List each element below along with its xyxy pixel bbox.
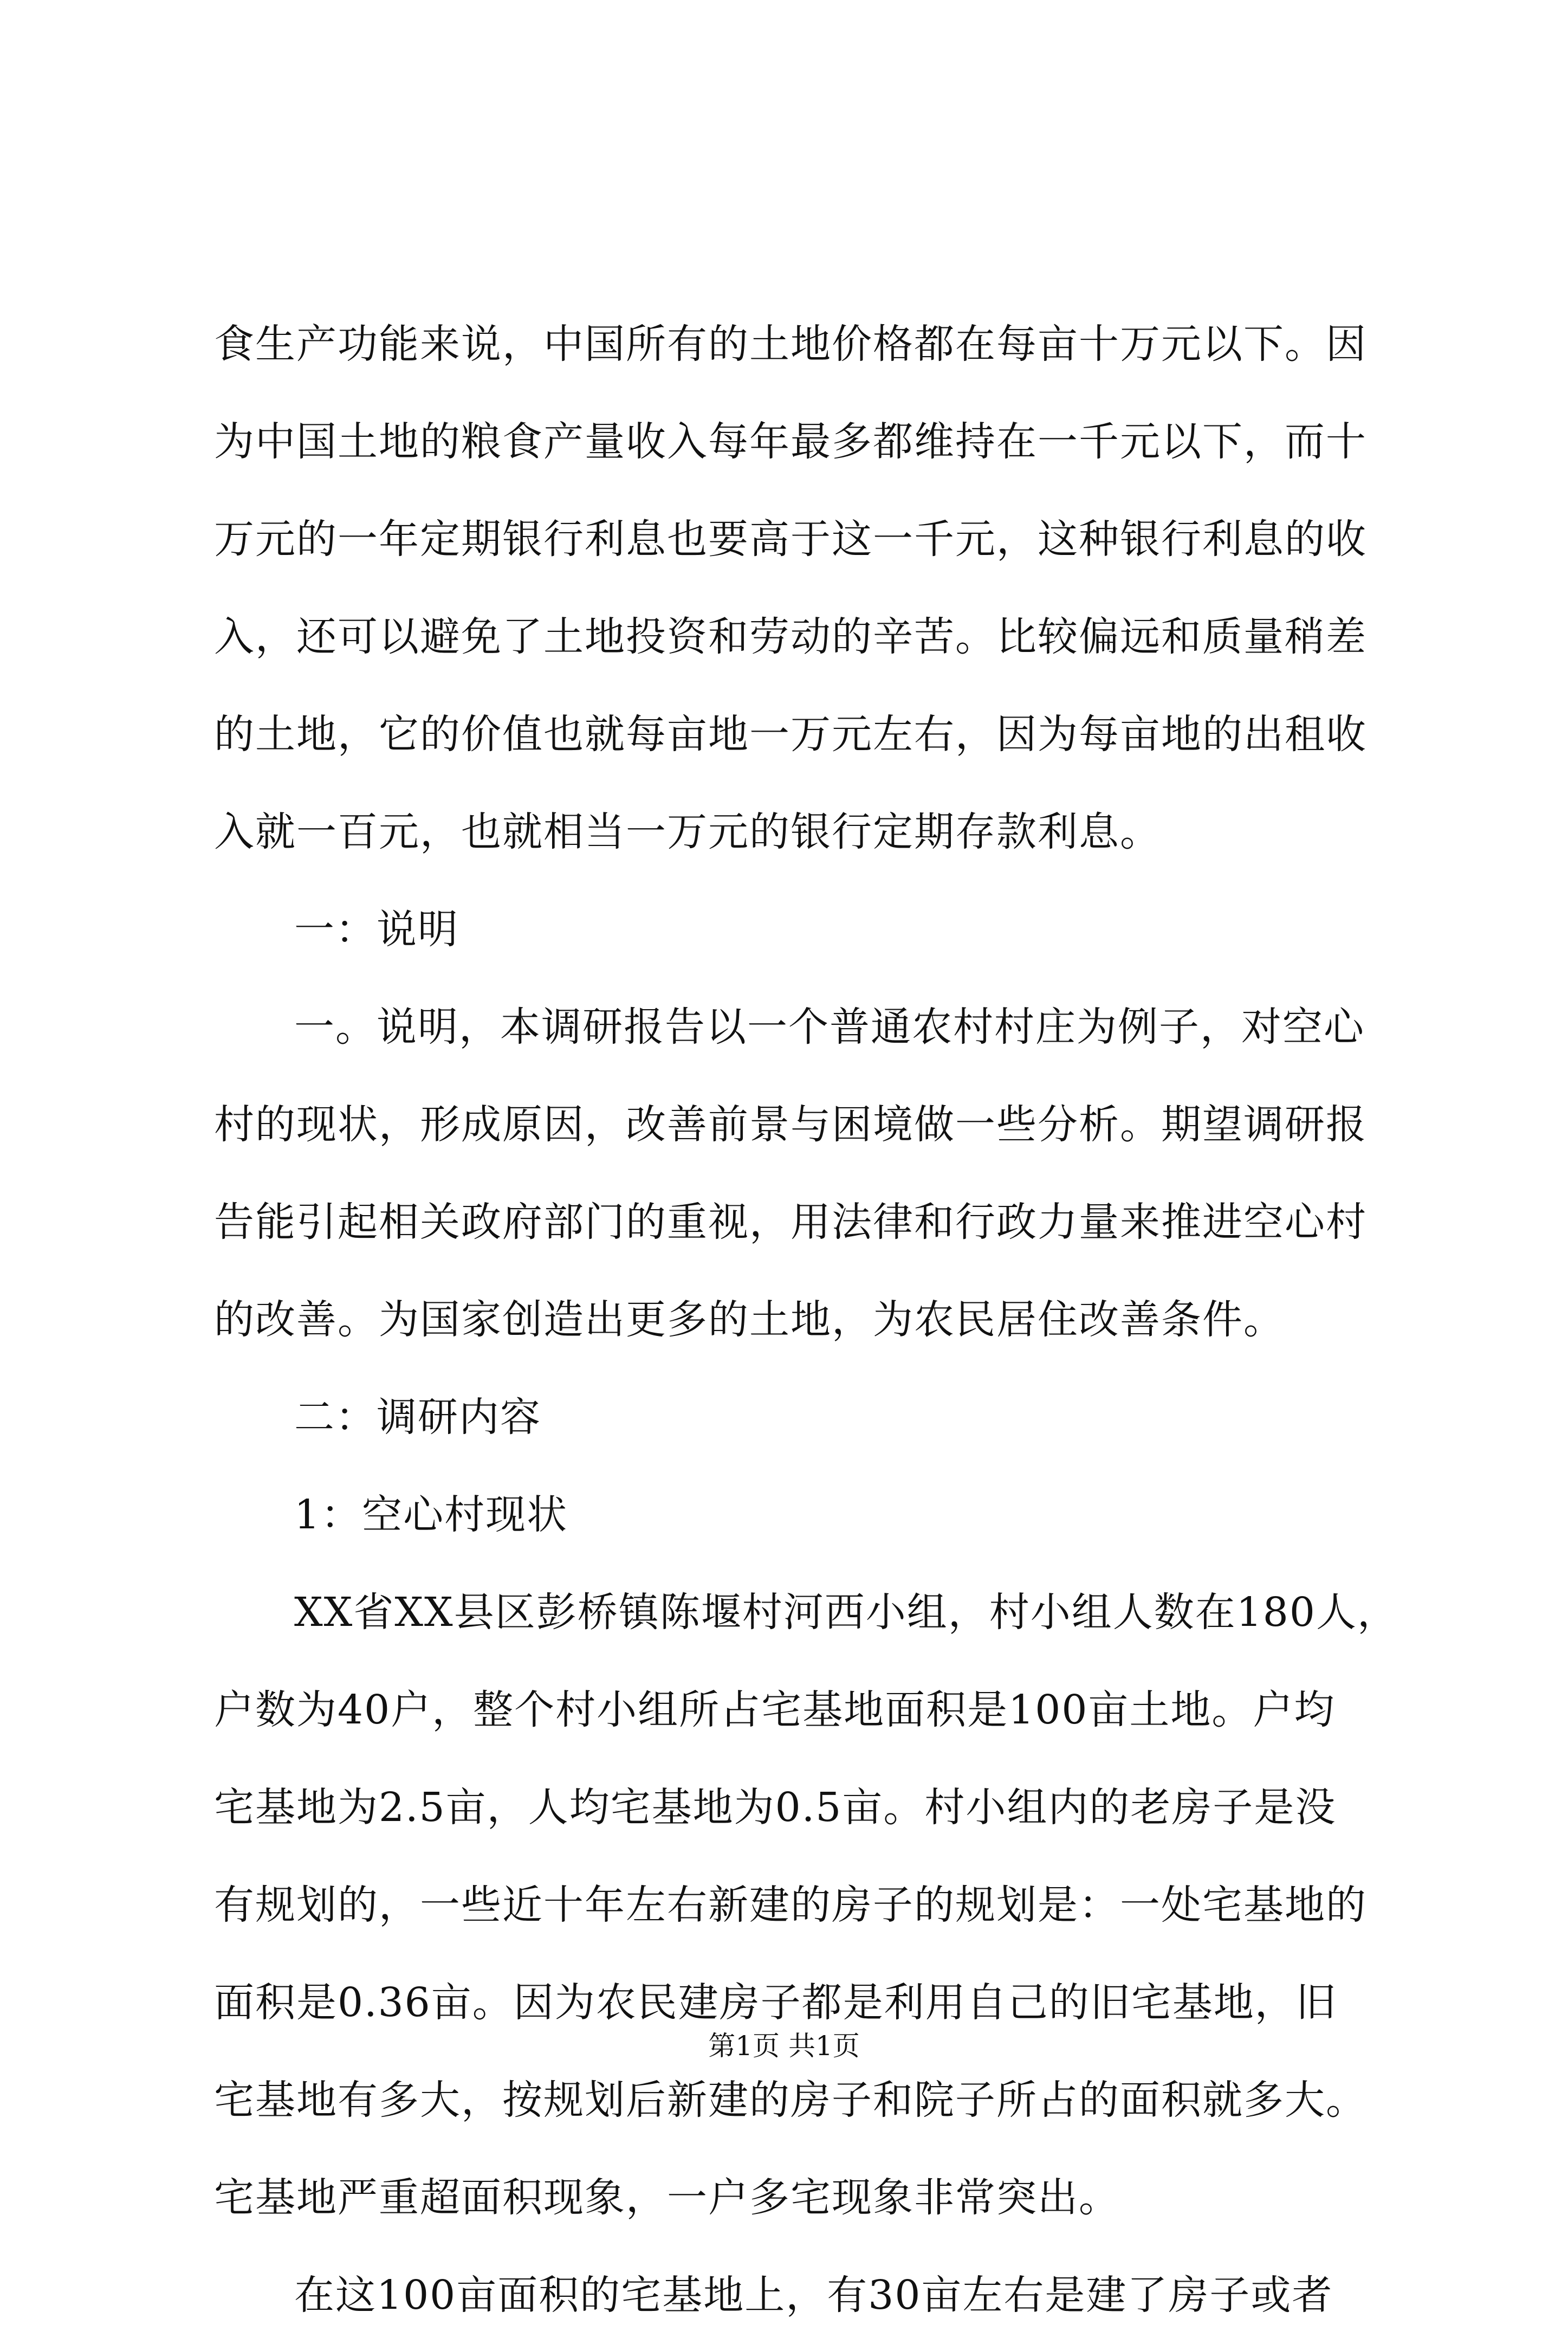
text-line: 宅基地严重超面积现象，一户多宅现象非常突出。	[214, 2174, 1120, 2221]
paragraph-start: 在这100亩面积的宅基地上，有30亩左右是建了房子或者	[294, 2272, 1333, 2319]
text-line: 村的现状，形成原因，改善前景与困境做一些分析。期望调研报	[214, 1101, 1367, 1148]
subsection-heading: 1：空心村现状	[294, 1491, 568, 1538]
text-line: 入就一百元，也就相当一万元的银行定期存款利息。	[214, 809, 1161, 855]
page-footer	[0, 2027, 1568, 2065]
text-line: 的改善。为国家创造出更多的土地，为农民居住改善条件。	[214, 1296, 1285, 1343]
text-line: 户数为40户，整个村小组所占宅基地面积是100亩土地。户均	[214, 1687, 1336, 1733]
paragraph-start: XX省XX县区彭桥镇陈堰村河西小组，村小组人数在180人，	[294, 1589, 1398, 1636]
text-line: 面积是0.36亩。因为农民建房子都是利用自己的旧宅基地，旧	[214, 1979, 1337, 2026]
section-heading: 一：说明	[294, 906, 459, 953]
text-line: 有规划的，一些近十年左右新建的房子的规划是：一处宅基地的	[214, 1882, 1367, 1928]
page-number: 第1页 共1页	[708, 2030, 860, 2062]
text-line: 的土地，它的价值也就每亩地一万元左右，因为每亩地的出租收	[214, 711, 1367, 758]
paragraph-start: 一。说明，本调研报告以一个普通农村村庄为例子，对空心	[294, 1004, 1365, 1050]
text-line: 宅基地为2.5亩，人均宅基地为0.5亩。村小组内的老房子是没	[214, 1784, 1337, 1831]
text-line: 入，还可以避免了土地投资和劳动的辛苦。比较偏远和质量稍差	[214, 614, 1367, 660]
text-line: 为中国土地的粮食产量收入每年最多都维持在一千元以下，而十	[214, 418, 1367, 465]
text-line: 告能引起相关政府部门的重视，用法律和行政力量来推进空心村	[214, 1199, 1367, 1245]
text-line: 万元的一年定期银行利息也要高于这一千元，这种银行利息的收	[214, 516, 1367, 563]
section-heading: 二：调研内容	[294, 1394, 541, 1441]
text-line: 宅基地有多大，按规划后新建的房子和院子所占的面积就多大。	[214, 2077, 1367, 2123]
text-line: 食生产功能来说，中国所有的土地价格都在每亩十万元以下。因	[214, 321, 1367, 367]
